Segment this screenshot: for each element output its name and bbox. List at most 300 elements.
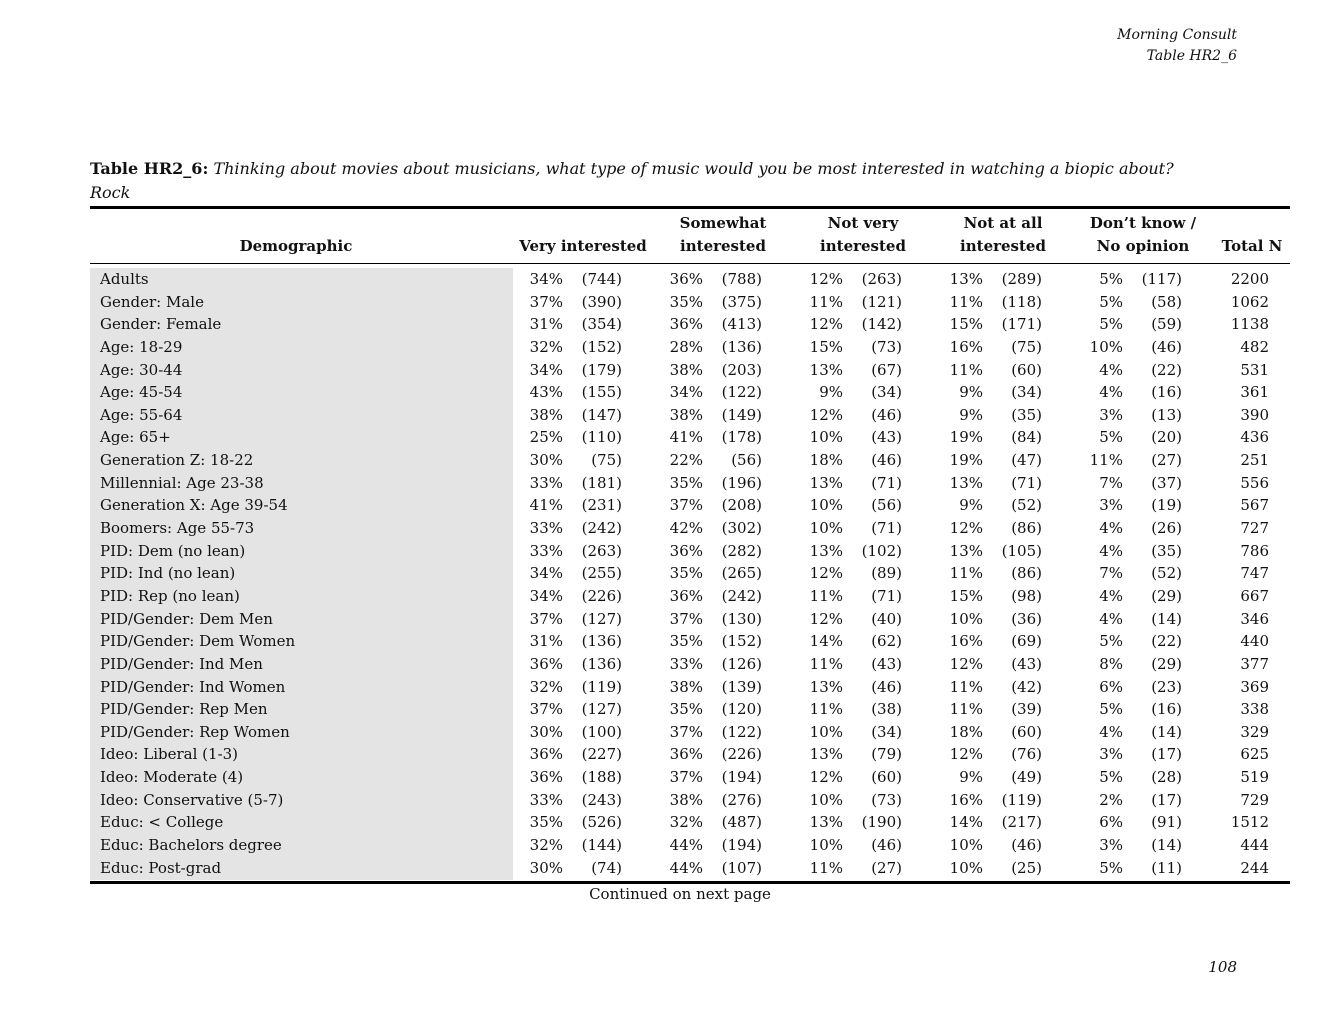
table-row — [0, 834, 1320, 857]
cell-very-count: (188) — [581, 768, 622, 787]
cell-dontknow-percent: 6% — [1099, 813, 1123, 832]
row-demographic: Age: 18-29 — [100, 337, 183, 356]
cell-somewhat-count: (126) — [721, 654, 762, 673]
cell-notatall-percent: 12% — [949, 654, 983, 673]
cell-very-percent: 30% — [529, 451, 563, 470]
table-row — [0, 381, 1320, 404]
cell-notvery-count: (79) — [871, 745, 902, 764]
table-row — [0, 291, 1320, 314]
cell-dontknow-percent: 7% — [1099, 564, 1123, 583]
cell-somewhat-count: (149) — [721, 405, 762, 424]
cell-notatall-count: (35) — [1011, 405, 1042, 424]
row-demographic: Millennial: Age 23-38 — [100, 473, 264, 492]
cell-very-percent: 34% — [529, 564, 563, 583]
cell-notatall-percent: 11% — [949, 564, 983, 583]
cell-notatall-count: (60) — [1011, 722, 1042, 741]
cell-notatall-percent: 11% — [949, 360, 983, 379]
cell-dontknow-count: (11) — [1151, 858, 1182, 877]
cell-somewhat-percent: 37% — [669, 496, 703, 515]
cell-very-percent: 32% — [529, 836, 563, 855]
cell-very-percent: 33% — [529, 541, 563, 560]
cell-somewhat-count: (136) — [721, 337, 762, 356]
cell-total-n: 727 — [1240, 519, 1269, 538]
cell-very-percent: 35% — [529, 813, 563, 832]
col-header-not-at-all-interested: Not at all interested — [960, 214, 1046, 255]
row-demographic: Ideo: Moderate (4) — [100, 768, 244, 787]
table-row — [0, 449, 1320, 472]
row-demographic: PID/Gender: Dem Women — [100, 632, 296, 651]
cell-total-n: 667 — [1240, 586, 1269, 605]
cell-notvery-percent: 11% — [809, 654, 843, 673]
cell-very-percent: 37% — [529, 292, 563, 311]
cell-dontknow-percent: 10% — [1089, 337, 1123, 356]
cell-notatall-percent: 9% — [959, 405, 983, 424]
cell-notatall-percent: 19% — [949, 428, 983, 447]
cell-dontknow-percent: 5% — [1099, 292, 1123, 311]
cell-dontknow-count: (14) — [1151, 722, 1182, 741]
cell-somewhat-count: (208) — [721, 496, 762, 515]
table-row — [0, 517, 1320, 540]
cell-notatall-count: (52) — [1011, 496, 1042, 515]
cell-total-n: 747 — [1240, 564, 1269, 583]
cell-dontknow-count: (29) — [1151, 654, 1182, 673]
cell-notvery-percent: 12% — [809, 564, 843, 583]
table-row — [0, 789, 1320, 812]
cell-notvery-percent: 11% — [809, 292, 843, 311]
cell-somewhat-percent: 42% — [669, 519, 703, 538]
cell-dontknow-percent: 5% — [1099, 428, 1123, 447]
row-demographic: Ideo: Liberal (1-3) — [100, 745, 239, 764]
cell-total-n: 556 — [1240, 473, 1269, 492]
cell-notvery-count: (60) — [871, 768, 902, 787]
cell-dontknow-percent: 4% — [1099, 541, 1123, 560]
cell-very-count: (744) — [581, 270, 622, 288]
cell-total-n: 440 — [1240, 632, 1269, 651]
cell-dontknow-percent: 3% — [1099, 745, 1123, 764]
cell-very-count: (152) — [581, 337, 622, 356]
cell-dontknow-count: (46) — [1151, 337, 1182, 356]
cell-notvery-count: (56) — [871, 496, 902, 515]
cell-notvery-percent: 13% — [809, 677, 843, 696]
cell-total-n: 2200 — [1230, 270, 1269, 288]
cell-somewhat-percent: 36% — [669, 586, 703, 605]
table-row — [0, 630, 1320, 653]
cell-notatall-percent: 9% — [959, 768, 983, 787]
caption-question: Thinking about movies about musicians, what type of music would you be most interested in watching a biopic about? — [213, 159, 1174, 178]
cell-somewhat-count: (130) — [721, 609, 762, 628]
cell-dontknow-percent: 8% — [1099, 654, 1123, 673]
cell-notvery-count: (40) — [871, 609, 902, 628]
table-row — [0, 426, 1320, 449]
cell-notvery-percent: 10% — [809, 722, 843, 741]
cell-dontknow-percent: 5% — [1099, 315, 1123, 334]
cell-somewhat-count: (487) — [721, 813, 762, 832]
cell-very-percent: 30% — [529, 722, 563, 741]
cell-notvery-percent: 10% — [809, 519, 843, 538]
cell-somewhat-percent: 35% — [669, 632, 703, 651]
cell-very-count: (179) — [581, 360, 622, 379]
cell-very-count: (75) — [591, 451, 622, 470]
cell-somewhat-count: (788) — [721, 270, 762, 288]
cell-very-percent: 33% — [529, 519, 563, 538]
table-row — [0, 268, 1320, 291]
cell-very-percent: 34% — [529, 586, 563, 605]
cell-notvery-count: (73) — [871, 337, 902, 356]
cell-notatall-percent: 11% — [949, 292, 983, 311]
cell-notvery-percent: 12% — [809, 609, 843, 628]
cell-notvery-count: (67) — [871, 360, 902, 379]
cell-notatall-percent: 13% — [949, 541, 983, 560]
cell-very-percent: 31% — [529, 632, 563, 651]
cell-notvery-count: (102) — [861, 541, 902, 560]
caption-label: Table HR2_6: — [90, 159, 209, 178]
cell-total-n: 531 — [1240, 360, 1269, 379]
cell-notatall-count: (46) — [1011, 836, 1042, 855]
cell-dontknow-count: (91) — [1151, 813, 1182, 832]
cell-notvery-count: (73) — [871, 790, 902, 809]
cell-notatall-count: (75) — [1011, 337, 1042, 356]
cell-notatall-count: (34) — [1011, 383, 1042, 402]
cell-total-n: 329 — [1240, 722, 1269, 741]
cell-somewhat-percent: 44% — [669, 836, 703, 855]
table-row — [0, 676, 1320, 699]
cell-notvery-count: (46) — [871, 677, 902, 696]
cell-notvery-count: (263) — [861, 270, 902, 288]
cell-somewhat-count: (242) — [721, 586, 762, 605]
cell-very-percent: 37% — [529, 609, 563, 628]
cell-dontknow-percent: 4% — [1099, 609, 1123, 628]
cell-notvery-percent: 11% — [809, 700, 843, 719]
cell-total-n: 338 — [1240, 700, 1269, 719]
cell-dontknow-count: (37) — [1151, 473, 1182, 492]
cell-very-percent: 33% — [529, 790, 563, 809]
table-body — [0, 268, 1320, 879]
cell-total-n: 1138 — [1230, 315, 1269, 334]
header-rule — [90, 263, 1290, 264]
header-table-id: Table HR2_6 — [1146, 48, 1237, 64]
row-demographic: Boomers: Age 55-73 — [100, 519, 255, 538]
cell-notatall-count: (86) — [1011, 519, 1042, 538]
cell-somewhat-percent: 35% — [669, 700, 703, 719]
cell-very-percent: 25% — [529, 428, 563, 447]
cell-very-percent: 41% — [529, 496, 563, 515]
table-row — [0, 608, 1320, 631]
cell-very-count: (155) — [581, 383, 622, 402]
cell-notatall-percent: 12% — [949, 745, 983, 764]
cell-very-percent: 43% — [529, 383, 563, 402]
cell-dontknow-count: (20) — [1151, 428, 1182, 447]
cell-dontknow-count: (23) — [1151, 677, 1182, 696]
table-row — [0, 313, 1320, 336]
cell-somewhat-percent: 37% — [669, 722, 703, 741]
cell-very-percent: 32% — [529, 677, 563, 696]
cell-very-count: (242) — [581, 519, 622, 538]
cell-very-count: (243) — [581, 790, 622, 809]
cell-total-n: 786 — [1240, 541, 1269, 560]
cell-dontknow-percent: 4% — [1099, 586, 1123, 605]
cell-notvery-count: (71) — [871, 519, 902, 538]
cell-notvery-percent: 18% — [809, 451, 843, 470]
cell-notatall-count: (289) — [1001, 270, 1042, 288]
cell-very-count: (100) — [581, 722, 622, 741]
cell-total-n: 361 — [1240, 383, 1269, 402]
cell-notatall-count: (69) — [1011, 632, 1042, 651]
cell-very-count: (119) — [581, 677, 622, 696]
table-row — [0, 653, 1320, 676]
table-row — [0, 336, 1320, 359]
cell-very-count: (127) — [581, 609, 622, 628]
cell-dontknow-count: (22) — [1151, 632, 1182, 651]
cell-somewhat-count: (152) — [721, 632, 762, 651]
cell-somewhat-count: (265) — [721, 564, 762, 583]
cell-total-n: 436 — [1240, 428, 1269, 447]
row-demographic: Generation Z: 18-22 — [100, 451, 254, 470]
cell-notvery-percent: 10% — [809, 836, 843, 855]
continued-note: Continued on next page — [589, 885, 771, 903]
cell-notvery-count: (34) — [871, 383, 902, 402]
cell-dontknow-count: (117) — [1141, 270, 1182, 288]
cell-very-percent: 34% — [529, 360, 563, 379]
cell-dontknow-percent: 5% — [1099, 632, 1123, 651]
row-demographic: PID: Dem (no lean) — [100, 541, 246, 560]
cell-total-n: 244 — [1240, 858, 1269, 877]
cell-notatall-count: (43) — [1011, 654, 1042, 673]
cell-notatall-count: (39) — [1011, 700, 1042, 719]
cell-very-percent: 36% — [529, 654, 563, 673]
page-number: 108 — [1208, 958, 1237, 976]
cell-dontknow-percent: 2% — [1099, 790, 1123, 809]
table-caption — [90, 157, 1190, 205]
col-header-not-very-interested: Not very interested — [820, 214, 906, 255]
cell-notatall-count: (171) — [1001, 315, 1042, 334]
cell-somewhat-percent: 35% — [669, 473, 703, 492]
cell-notatall-percent: 14% — [949, 813, 983, 832]
row-demographic: PID/Gender: Ind Men — [100, 654, 263, 673]
cell-notvery-count: (34) — [871, 722, 902, 741]
cell-very-count: (255) — [581, 564, 622, 583]
table-row — [0, 743, 1320, 766]
cell-notatall-count: (84) — [1011, 428, 1042, 447]
cell-notatall-count: (47) — [1011, 451, 1042, 470]
cell-dontknow-count: (16) — [1151, 383, 1182, 402]
cell-dontknow-count: (17) — [1151, 745, 1182, 764]
cell-notatall-count: (49) — [1011, 768, 1042, 787]
cell-notvery-percent: 11% — [809, 858, 843, 877]
cell-very-count: (144) — [581, 836, 622, 855]
cell-notvery-percent: 10% — [809, 496, 843, 515]
row-demographic: PID/Gender: Rep Women — [100, 722, 290, 741]
cell-notatall-count: (36) — [1011, 609, 1042, 628]
cell-notatall-percent: 10% — [949, 609, 983, 628]
cell-somewhat-count: (120) — [721, 700, 762, 719]
cell-notatall-count: (42) — [1011, 677, 1042, 696]
cell-total-n: 251 — [1240, 451, 1269, 470]
cell-notatall-percent: 9% — [959, 383, 983, 402]
cell-notvery-percent: 13% — [809, 745, 843, 764]
table-row — [0, 585, 1320, 608]
cell-notvery-percent: 13% — [809, 541, 843, 560]
cell-very-count: (526) — [581, 813, 622, 832]
cell-dontknow-count: (59) — [1151, 315, 1182, 334]
cell-total-n: 567 — [1240, 496, 1269, 515]
cell-notvery-percent: 10% — [809, 790, 843, 809]
cell-notatall-percent: 18% — [949, 722, 983, 741]
cell-dontknow-percent: 4% — [1099, 519, 1123, 538]
cell-notatall-count: (71) — [1011, 473, 1042, 492]
cell-very-percent: 32% — [529, 337, 563, 356]
cell-somewhat-percent: 38% — [669, 677, 703, 696]
cell-very-count: (136) — [581, 632, 622, 651]
cell-total-n: 625 — [1240, 745, 1269, 764]
table-row — [0, 562, 1320, 585]
cell-dontknow-percent: 4% — [1099, 722, 1123, 741]
cell-notvery-percent: 12% — [809, 768, 843, 787]
cell-notatall-percent: 13% — [949, 473, 983, 492]
cell-dontknow-percent: 4% — [1099, 360, 1123, 379]
cell-very-percent: 36% — [529, 768, 563, 787]
cell-somewhat-percent: 38% — [669, 790, 703, 809]
row-demographic: Educ: < College — [100, 813, 224, 832]
cell-notvery-percent: 12% — [809, 270, 843, 288]
cell-dontknow-percent: 5% — [1099, 270, 1123, 288]
cell-notvery-percent: 13% — [809, 813, 843, 832]
cell-notatall-count: (119) — [1001, 790, 1042, 809]
row-demographic: Gender: Male — [100, 292, 204, 311]
caption-subtitle: Rock — [90, 183, 131, 202]
row-demographic: PID: Rep (no lean) — [100, 586, 240, 605]
cell-somewhat-percent: 36% — [669, 745, 703, 764]
cell-notatall-percent: 10% — [949, 858, 983, 877]
col-header-total-n: Total N — [1221, 237, 1283, 255]
cell-notvery-count: (46) — [871, 451, 902, 470]
cell-notatall-percent: 13% — [949, 270, 983, 288]
cell-somewhat-percent: 22% — [669, 451, 703, 470]
cell-very-percent: 37% — [529, 700, 563, 719]
cell-notatall-percent: 19% — [949, 451, 983, 470]
cell-somewhat-count: (196) — [721, 473, 762, 492]
cell-notvery-count: (89) — [871, 564, 902, 583]
cell-somewhat-count: (203) — [721, 360, 762, 379]
cell-very-count: (390) — [581, 292, 622, 311]
cell-somewhat-percent: 38% — [669, 360, 703, 379]
table-row — [0, 472, 1320, 495]
cell-somewhat-percent: 37% — [669, 768, 703, 787]
cell-notvery-percent: 9% — [819, 383, 843, 402]
cell-notvery-count: (43) — [871, 428, 902, 447]
cell-somewhat-percent: 41% — [669, 428, 703, 447]
cell-somewhat-count: (56) — [731, 451, 762, 470]
col-header-demographic: Demographic — [239, 237, 353, 255]
cell-total-n: 377 — [1240, 654, 1269, 673]
cell-dontknow-count: (14) — [1151, 609, 1182, 628]
row-demographic: Educ: Post-grad — [100, 858, 222, 877]
cell-notatall-percent: 16% — [949, 632, 983, 651]
cell-dontknow-count: (17) — [1151, 790, 1182, 809]
cell-notatall-count: (217) — [1001, 813, 1042, 832]
table-row — [0, 811, 1320, 834]
cell-dontknow-percent: 3% — [1099, 836, 1123, 855]
cell-somewhat-percent: 35% — [669, 292, 703, 311]
cell-very-count: (231) — [581, 496, 622, 515]
cell-very-percent: 38% — [529, 405, 563, 424]
cell-notatall-percent: 16% — [949, 337, 983, 356]
cell-dontknow-count: (22) — [1151, 360, 1182, 379]
cell-dontknow-percent: 5% — [1099, 700, 1123, 719]
row-demographic: PID: Ind (no lean) — [100, 564, 236, 583]
cell-somewhat-percent: 36% — [669, 270, 703, 288]
cell-dontknow-count: (19) — [1151, 496, 1182, 515]
cell-notvery-count: (27) — [871, 858, 902, 877]
cell-somewhat-count: (107) — [721, 858, 762, 877]
cell-notvery-count: (43) — [871, 654, 902, 673]
cell-dontknow-count: (52) — [1151, 564, 1182, 583]
cell-very-percent: 33% — [529, 473, 563, 492]
cell-notvery-count: (71) — [871, 473, 902, 492]
cell-very-count: (227) — [581, 745, 622, 764]
cell-notatall-percent: 16% — [949, 790, 983, 809]
cell-somewhat-count: (194) — [721, 768, 762, 787]
col-header-very-interested: Very interested — [519, 237, 647, 255]
cell-dontknow-percent: 5% — [1099, 858, 1123, 877]
cell-dontknow-count: (16) — [1151, 700, 1182, 719]
row-demographic: Age: 55-64 — [100, 405, 183, 424]
cell-somewhat-percent: 36% — [669, 315, 703, 334]
cell-dontknow-count: (35) — [1151, 541, 1182, 560]
cell-dontknow-percent: 5% — [1099, 768, 1123, 787]
cell-somewhat-percent: 38% — [669, 405, 703, 424]
cell-somewhat-percent: 28% — [669, 337, 703, 356]
row-demographic: Age: 30-44 — [100, 360, 183, 379]
cell-total-n: 346 — [1240, 609, 1269, 628]
cell-total-n: 729 — [1240, 790, 1269, 809]
table-row — [0, 404, 1320, 427]
cell-notvery-count: (46) — [871, 405, 902, 424]
cell-somewhat-percent: 44% — [669, 858, 703, 877]
cell-very-count: (136) — [581, 654, 622, 673]
cell-very-count: (354) — [581, 315, 622, 334]
cell-somewhat-count: (139) — [721, 677, 762, 696]
cell-somewhat-count: (302) — [721, 519, 762, 538]
cell-notatall-count: (118) — [1001, 292, 1042, 311]
cell-very-percent: 30% — [529, 858, 563, 877]
cell-dontknow-count: (28) — [1151, 768, 1182, 787]
cell-notvery-percent: 15% — [809, 337, 843, 356]
cell-dontknow-percent: 3% — [1099, 405, 1123, 424]
cell-somewhat-count: (282) — [721, 541, 762, 560]
cell-notatall-percent: 10% — [949, 836, 983, 855]
cell-dontknow-percent: 7% — [1099, 473, 1123, 492]
cell-dontknow-count: (26) — [1151, 519, 1182, 538]
cell-dontknow-count: (13) — [1151, 405, 1182, 424]
row-demographic: Age: 65+ — [100, 428, 171, 447]
cell-notvery-count: (121) — [861, 292, 902, 311]
cell-notvery-percent: 12% — [809, 315, 843, 334]
cell-somewhat-percent: 34% — [669, 383, 703, 402]
cell-notvery-percent: 12% — [809, 405, 843, 424]
cell-notvery-percent: 13% — [809, 473, 843, 492]
cell-very-percent: 34% — [529, 270, 563, 288]
cell-notatall-percent: 11% — [949, 700, 983, 719]
cell-very-count: (110) — [581, 428, 622, 447]
row-demographic: Educ: Bachelors degree — [100, 836, 282, 855]
cell-very-count: (74) — [591, 858, 622, 877]
cell-notatall-percent: 9% — [959, 496, 983, 515]
table-row — [0, 766, 1320, 789]
cell-dontknow-percent: 3% — [1099, 496, 1123, 515]
cell-total-n: 444 — [1240, 836, 1269, 855]
cell-notvery-count: (142) — [861, 315, 902, 334]
cell-somewhat-count: (226) — [721, 745, 762, 764]
